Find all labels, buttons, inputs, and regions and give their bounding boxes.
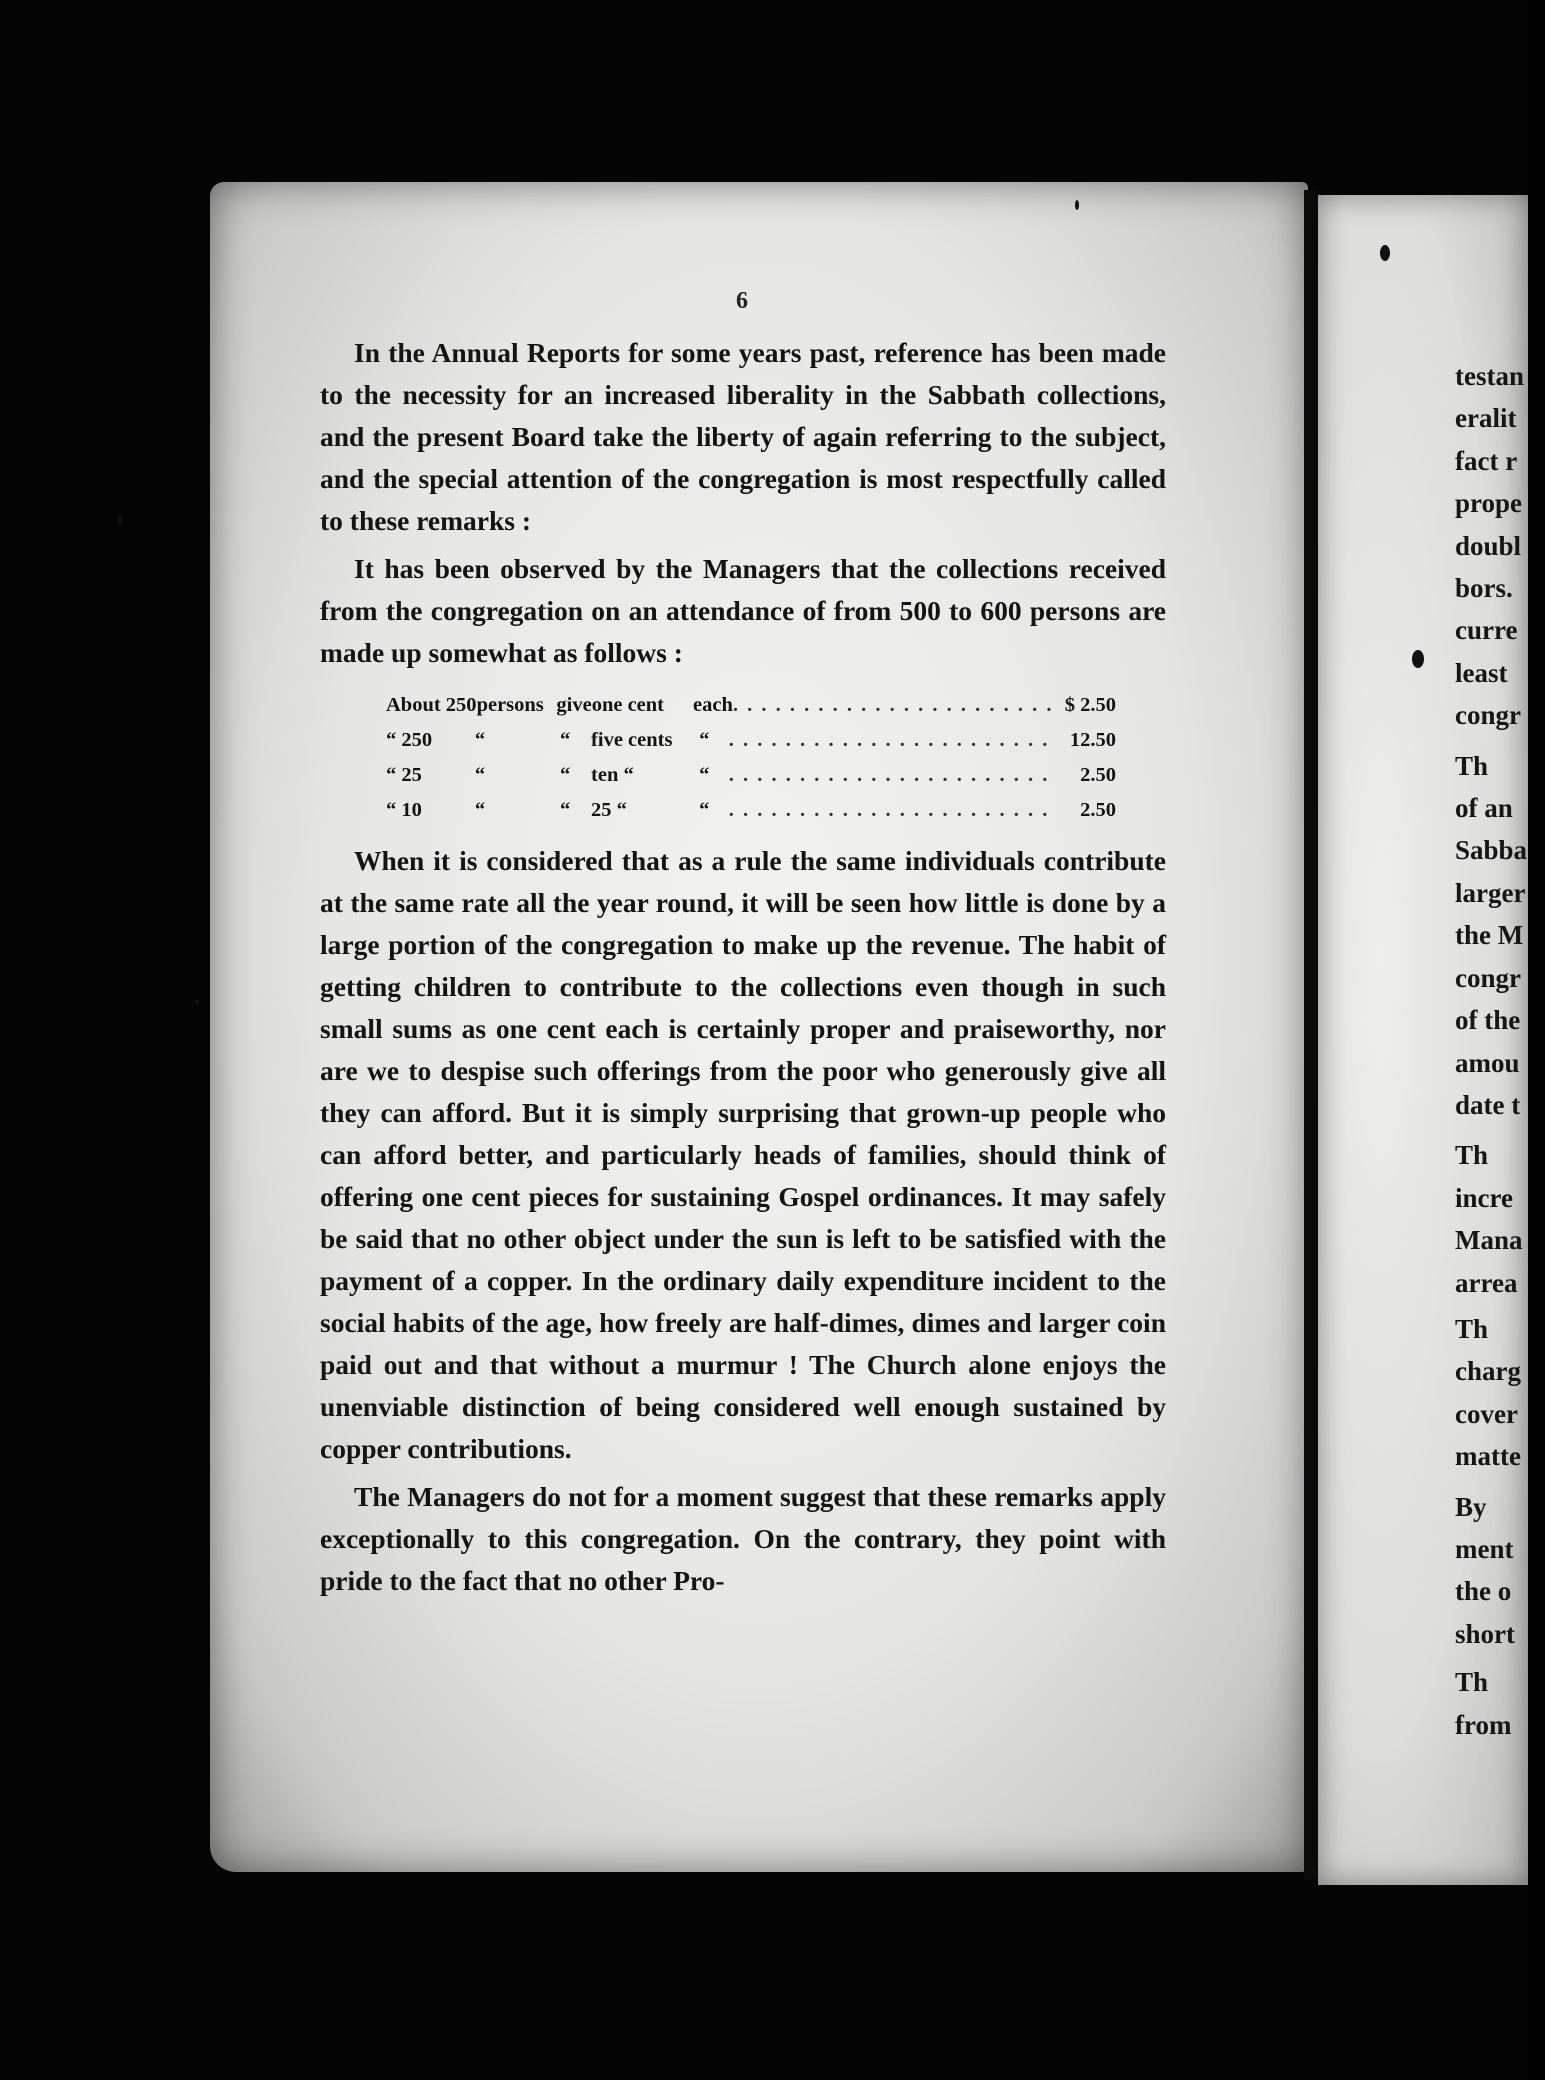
fragment-line: of an (1455, 793, 1513, 824)
row-each: “ (699, 799, 710, 821)
row-count: “ 250 (386, 729, 433, 751)
paragraph-observed: It has been observed by the Managers that the collections received from the congregation on an attendance of from 500 to 600 persons are made up somewhat as follows : (320, 553, 1166, 668)
fragment-line: the M (1455, 920, 1524, 951)
fragment-line: arrea (1455, 1267, 1518, 1298)
page-text (320, 290, 1166, 1602)
fragment-line: larger (1455, 877, 1526, 908)
leader-dots: . . . . . . . . . . . . . . . . . . . . . . . (728, 799, 1050, 821)
row-amount: five cents (591, 729, 673, 751)
row-total: 12.50 (1069, 729, 1116, 751)
fragment-line: charg (1455, 1356, 1521, 1387)
table-row (386, 758, 1116, 793)
row-who: persons (476, 694, 544, 716)
fragment-line: least (1455, 657, 1508, 688)
leader-dots: . . . . . . . . . . . . . . . . . . . . . . . (732, 694, 1054, 716)
row-total: $ 2.50 (1064, 694, 1116, 716)
fragment-line: short (1455, 1618, 1515, 1649)
page-gutter (1304, 190, 1318, 1880)
fragment-line: congr (1455, 700, 1521, 731)
leader-dots: . . . . . . . . . . . . . . . . . . . . . . . (728, 729, 1050, 751)
fragment-line: bors. (1455, 573, 1513, 604)
row-amount: one cent (591, 694, 664, 716)
row-count: About 250 (386, 694, 477, 716)
fragment-line: prope (1455, 488, 1523, 519)
row-count: “ 10 (386, 799, 422, 821)
fragment-line: cover (1455, 1398, 1518, 1429)
row-amount: 25 “ (591, 799, 627, 821)
fragment-line: curre (1455, 615, 1518, 646)
fragment-line: ment (1455, 1533, 1514, 1564)
row-give: “ (559, 764, 571, 786)
paragraph-annual-reports: In the Annual Reports for some years past, reference has been made to the necessity for an increased liberality in the Sabbath collections, and the present Board take the liberty of again referring to the subject, and the special attention of the congregation is most respectfully called to these remarks : (320, 337, 1166, 536)
fragment-line: from (1455, 1709, 1512, 1740)
fragment-line: By (1455, 1491, 1487, 1522)
row-total: 2.50 (1080, 799, 1116, 821)
fragment-line: date t (1455, 1089, 1521, 1120)
fragment-line: amou (1455, 1047, 1520, 1078)
dust-speck (1075, 200, 1079, 210)
row-who: “ (474, 799, 486, 821)
fragment-line: fact r (1455, 445, 1518, 476)
row-each: “ (699, 764, 710, 786)
row-total: 2.50 (1080, 764, 1116, 786)
row-who: “ (474, 764, 486, 786)
table-row (386, 723, 1116, 758)
row-give: “ (559, 729, 571, 751)
fragment-line: Th (1455, 1140, 1489, 1171)
dust-speck (1380, 245, 1390, 261)
row-who: “ (474, 729, 486, 751)
table-row (386, 688, 1116, 723)
collections-table (386, 688, 1116, 828)
fragment-line: Th (1455, 750, 1489, 781)
fragment-line: incre (1455, 1182, 1513, 1213)
fragment-line: doubl (1455, 530, 1522, 561)
fragment-line: Mana (1455, 1225, 1523, 1256)
fragment-line: Th (1455, 1667, 1489, 1698)
paragraph-considered: When it is considered that as a rule the same individuals contribute at the same rate all the year round, it will be seen how little is done by a large portion of the congregation to make up the revenue. The habit of getting children to contribute to the collections even though in such small sums as one cent each is certainly proper and praiseworthy, nor are we to despise such offerings from the poor who generously give all they can afford. But it is simply surprising that grown-up people who can afford better, and particularly heads of families, should think of offering one cent pieces for sustaining Gospel ordinances. It may safely be said that no other object under the sun is left to be satisfied with the payment of a copper. In the ordinary daily expenditure incident to the social habits of the age, how freely are half-dimes, dimes and larger coin paid out and that without a murmur ! The Church alone enjoys the unenviable distinction of being considered well enough sustained by copper contributions. (320, 845, 1166, 1464)
fragment-line: Sabba (1455, 835, 1528, 866)
fragment-line: of the (1455, 1005, 1521, 1036)
row-give: give (556, 694, 592, 716)
fragment-line: testan (1455, 361, 1524, 391)
page-number: 6 (736, 288, 748, 314)
row-each: “ (699, 729, 710, 751)
fragment-line: eralit (1455, 403, 1517, 434)
row-count: “ 25 (386, 764, 422, 786)
dust-speck (1412, 650, 1424, 668)
fragment-line: Th (1455, 1313, 1489, 1344)
dust-speck (195, 1000, 199, 1004)
table-row (386, 793, 1116, 828)
row-give: “ (559, 799, 571, 821)
paragraph-managers: The Managers do not for a moment suggest that these remarks apply exceptionally to this congregation. On the contrary, they point with pride to the fact that no other Pro- (320, 1481, 1166, 1596)
fragment-line: matte (1455, 1441, 1521, 1472)
fragment-line: the o (1455, 1576, 1512, 1607)
right-page-fragments (1455, 355, 1545, 1746)
fragment-line: congr (1455, 962, 1521, 993)
row-each: each (693, 694, 733, 716)
row-amount: ten “ (591, 764, 634, 786)
leader-dots: . . . . . . . . . . . . . . . . . . . . . . . (728, 764, 1050, 786)
dust-speck (118, 515, 122, 525)
